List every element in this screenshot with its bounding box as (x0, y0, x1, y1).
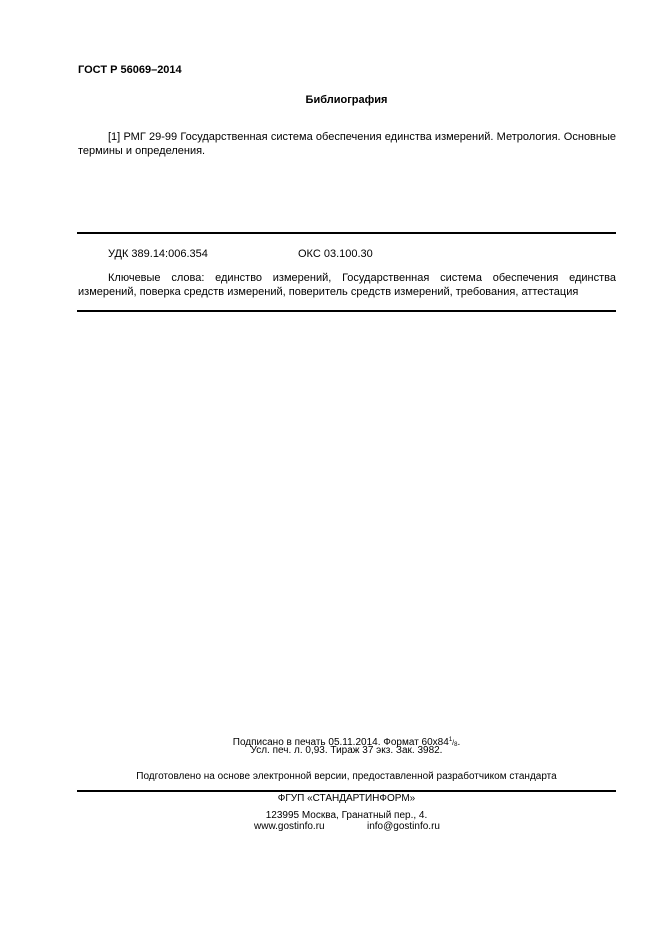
signed-text: Подписано в печать 05.11.2014. Формат 60x84 (232, 737, 449, 748)
signed-suffix: . (457, 737, 461, 748)
publisher-name: ФГУП «СТАНДАРТИНФОРМ» (277, 793, 416, 804)
keywords: Ключевые слова: единство измерений, Государственная система обеспечения единства измерений, поверка средств измерений, поверитель средств измерений, требования, аттестация (78, 272, 616, 298)
document-code: ГОСТ Р 56069–2014 (78, 64, 182, 76)
publisher-address: 123995 Москва, Гранатный пер., 4. (265, 810, 428, 821)
prepared-note: Подготовлено на основе электронной версии, предоставленной разработчиком стандарта (136, 771, 557, 782)
oks-code: ОКС 03.100.30 (298, 248, 373, 260)
publisher-website-link[interactable]: www.gostinfo.ru (254, 821, 325, 832)
format-numerator: 1 (448, 737, 453, 743)
udk-code: УДК 389.14:006.354 (108, 248, 208, 260)
top-divider (77, 232, 616, 234)
bibliography-title: Библиография (305, 94, 388, 106)
format-slash: / (452, 740, 455, 747)
format-denominator: 8 (454, 742, 458, 748)
publisher-email-link[interactable]: info@gostinfo.ru (367, 821, 440, 832)
print-details: Усл. печ. л. 0,93. Тираж 37 экз. Зак. 3982. (250, 745, 443, 756)
middle-divider (77, 310, 616, 312)
bottom-divider (77, 790, 616, 792)
bibliography-entry-1: [1] РМГ 29-99 Государственная система обеспечения единства измерений. Метрология. Основные термины и определения. (78, 131, 616, 157)
